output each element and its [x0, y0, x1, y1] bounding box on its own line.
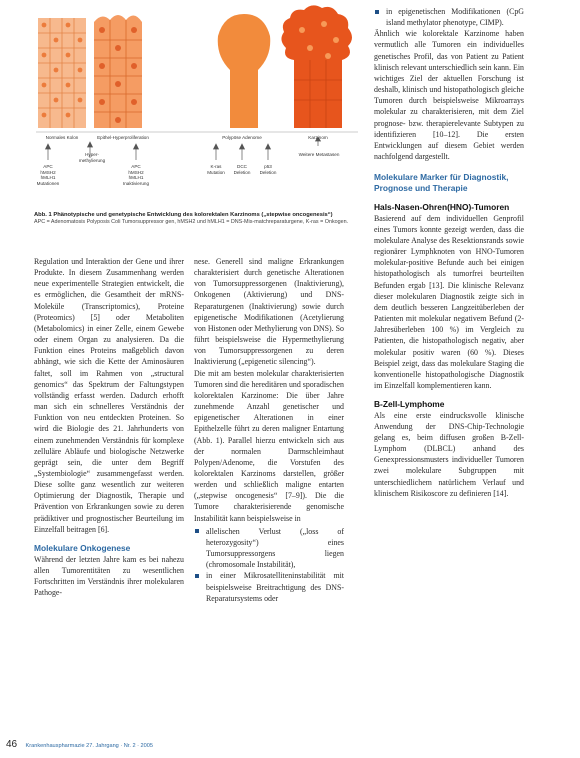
figure-1 — [32, 0, 362, 192]
list-item: in einer Mikrosatelliteninstabilität mit beispielsweise Breitrachtigung des DNS-Reparatursystems oder — [194, 570, 344, 603]
body-paragraph: Regulation und Interaktion der Gene und ihrer Produkte. In diesem Zusammenhang werden neue experimentelle Strategien entwickelt, die es ermöglichen, die Gesamtheit der mRNS-Moleküle (Transcriptomics), Proteine (Proteomics) [5] oder Metaboliten (Metabolomics) in einer Zelle, einem Gewebe oder einem Organ zu analysieren. Da die Funktion eines Proteins maßgeblich davon abhängt, wie sich die Kette der Aminosäuren faltet, soll im Rahmen von „structural genomics“ das Spektrum der Faltungstypen vollständig erfasst werden. Dadurch erhofft man sich ein schnelleres Verständnis der Funktion von neu entdeckten Proteinen. So wird die Biologie des 21. Jahrhunderts von einem zunehmenden Verständnis für komplexe zelluläre Abläufe und biologische Netzwerke geprägt sein, die unter dem Begriff „Systembiologie“ zusammengefasst werden. Diese sollte ganz wesentlich zur weiteren Optimierung der Diagnostik, Therapie und Prävention von Erkrankungen sowie zu deren prädiktiver und prognostischer Beurteilung im Einzelfall beitragen [6]. — [34, 257, 184, 534]
subheading-hno-tumoren: Hals-Nasen-Ohren(HNO)-Tumoren — [374, 202, 510, 213]
column-3 — [374, 6, 524, 499]
journal-citation: Krankenhauspharmazie 27. Jahrgang · Nr. 2 · 2005 — [25, 743, 153, 749]
marker-label-hypermethylation: Hyper- methylierung — [78, 152, 106, 163]
list-item: in epigenetischen Modifikationen (CpG island methylator phenotype, CIMP). — [374, 6, 524, 28]
body-paragraph: nese. Generell sind maligne Erkrankungen charakterisiert durch genetische Alterationen von Tumorsuppressorgenen (Inaktivierung), Onkogenen (Aktivierung) und DNS-Reparaturgenen (Inaktivierung) sowie durch epigenetische Modifikationen (Acetylierung von Histonen oder Methylierung von DNS). So führt beispielsweise die Hypermethylierung von Tumorsuppressorgenen zu deren Inaktivierung („epigenetic silencing“). — [194, 257, 344, 367]
marker-label-apc-inactivation: APC hMSH2 hMLH1 Inaktivierung — [122, 164, 150, 186]
list-item: allelischen Verlust („loss of heterozygosity“) eines Tumorsuppressorgens liegen (chromosomale Instabilität), — [194, 526, 344, 571]
epigenetic-bullet-list — [374, 6, 524, 28]
page-footer — [6, 739, 246, 751]
body-paragraph: Als eine erste eindrucksvolle klinische Anwendung der DNS-Chip-Technologie gelang es, beim diffusen großen B-Zell-Lymphom (DLBCL) anhand des Genexpressionsmusters individueller Tumoren zwei molekulare Subgruppen mit unterschiedlichem natürlichem Verlauf und klinischem Risikoscore zu definieren [14]. — [374, 410, 524, 498]
hyperproliferation-cells — [94, 15, 142, 128]
stage-label-carcinoma: Karzinom — [308, 135, 328, 140]
stage-label-normal-colon: Normales Kolon — [45, 135, 79, 140]
body-paragraph: Basierend auf dem individuellen Genprofil eines Tumors konnte gezeigt werden, dass die molekulare Analyse des Resektionsrands sowie regionärer Lymphknoten von HNO-Tumoren molekular-positive Befunde auch bei einigen histopathologisch als tumorfrei beurteilten Befunden ergab [13]. Die klinische Relevanz dieser molekularen Diagnostik zeigte sich in dem deutlich besseren Langzeitüberleben der Patienten mit molekular negativem Befund (2-Jahresüberleben 100 %) im Vergleich zu Patienten, die histopathologisch negativ, aber molekular positiv waren (60 %). Dieses Beispiel zeigt, dass das molekulare Staging die konventionelle histopathologische Diagnostik im Einzelfall komplementieren kann. — [374, 213, 524, 391]
marker-label-apc-mutation: APC hMSH2 hMLH1 Mutationen — [36, 164, 60, 186]
polyp-adenoma-shape — [218, 14, 271, 128]
caption-text: APC = Adenomatosis Polyposis Coli Tumorsuppressor gen, hMSH2 und hMLH1 = DNS-Mis-matchreparaturgene, K-ras = Onkogen. — [34, 219, 349, 225]
instability-bullet-list — [194, 526, 344, 604]
marker-label-dcc: DCC Deletion — [233, 164, 251, 175]
subheading-b-zell-lymphome: B-Zell-Lymphome — [374, 399, 445, 410]
marker-label-p53: p53 Deletion — [259, 164, 277, 175]
figure-caption — [34, 212, 358, 226]
caption-title: Abb. 1 Phänotypische und genetypische Entwicklung des kolorektalen Karzinoms („stepwise oncogenesis“) — [34, 212, 333, 218]
normal-colon-cells — [38, 18, 86, 128]
column-2 — [194, 256, 344, 604]
body-paragraph: Während der letzten Jahre kam es bei nahezu allen Tumorentitäten zu wesentlichen Fortschritten im Verständnis ihrer molekularen Pathoge- — [34, 554, 184, 598]
stage-label-metastases: Weitere Metastasen — [298, 152, 340, 157]
colon-progression-illustration — [32, 0, 362, 192]
section-heading-molekulare-marker: Molekulare Marker für Diagnostik, Prognose und Therapie — [374, 172, 509, 194]
body-paragraph: Die mit am besten molekular charakterisierten Tumoren sind die hereditären und sporadischen kolorektalen Karzinome: Die über Jahre zunehmende Anzahl genetischer und epigenetischer Alterationen in einer Epithelzelle führt zu deren maligner Entartung (Abb. 1). Parallel hierzu entwickeln sich aus der normalen Darmschleimhaut Polypen/Adenome, die Vorstufen des kolorektalen Karzinoms darstellen, größer werden und schließlich maligne entarten („stepwise oncogenesis“ [7–9]). Die die Tumore charakterisierende genomische Instabilität kann beispielsweise in — [194, 368, 344, 523]
carcinoma-shape — [281, 5, 352, 128]
page-number: 46 — [6, 739, 18, 750]
stage-label-polyp-adenoma: Polypöse Adenome — [222, 135, 262, 140]
section-heading-molekulare-onkogenese: Molekulare Onkogenese — [34, 542, 131, 553]
stage-label-hyperproliferation: Epithel-Hyperproliferation — [97, 135, 149, 140]
marker-label-kras: K-ras Mutation — [207, 164, 225, 175]
column-1 — [34, 256, 184, 599]
body-paragraph: Ähnlich wie kolorektale Karzinome haben vermutlich alle Tumoren ein individuelles genetisches Profil, das von Patient zu Patient klinisch relevant unterschiedlich sein kann. Ein wichtiges Ziel der aktuellen Forschung ist deshalb, klinisch und histopathologisch gleiche Tumoren durch beispielsweise Mikroarrays molekular zu charakterisieren, mit dem Ziel prognose- bzw. therapierelevante Subtypen zu identifizieren [10–12]. Die ersten Entwicklungen auf diesem Gebiet werden nachfolgend dargestellt. — [374, 29, 524, 162]
